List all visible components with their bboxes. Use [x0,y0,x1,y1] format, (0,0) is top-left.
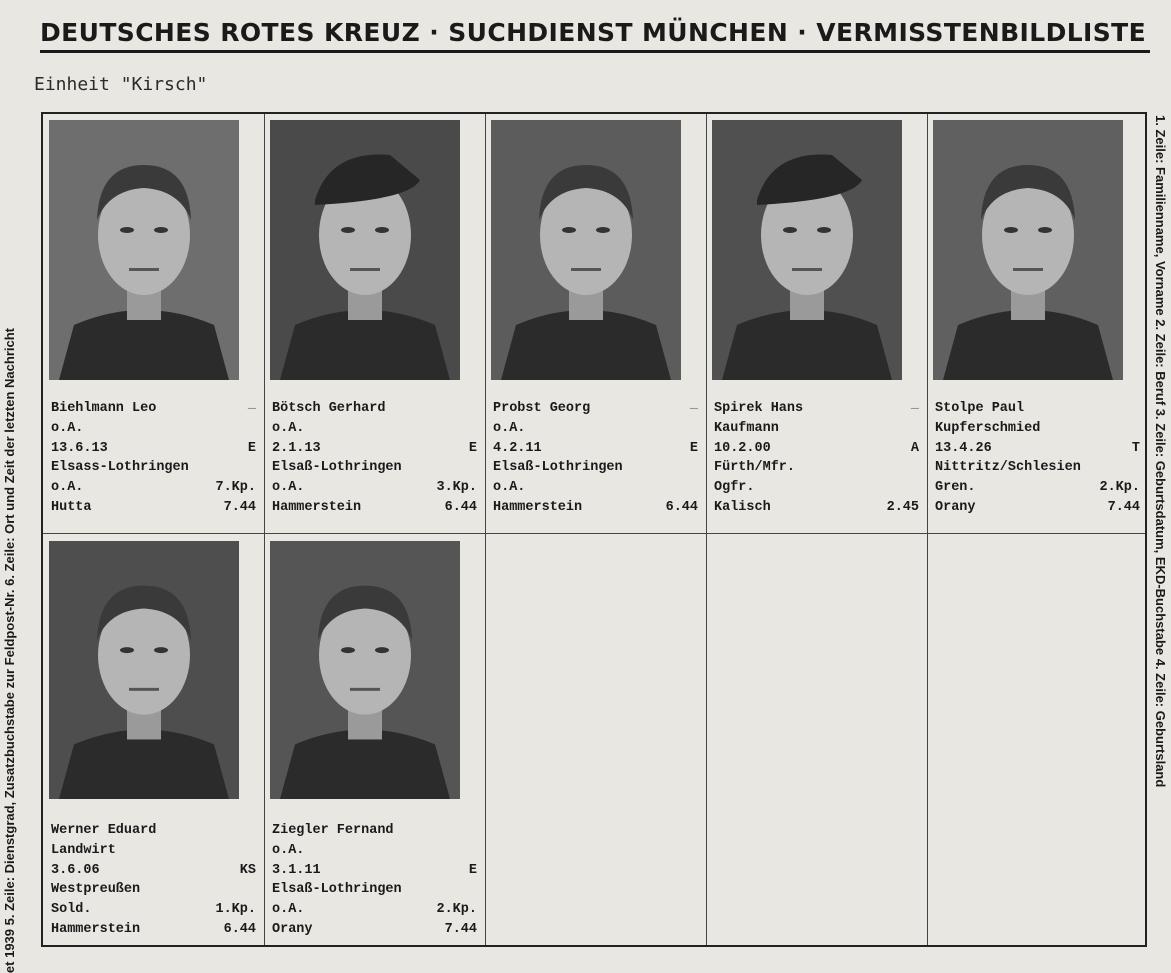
person-photo [491,120,681,380]
info-line [935,478,1140,498]
person-card [43,114,264,533]
person-rank: o.A. [272,902,305,918]
info-line [272,478,477,498]
info-line [51,478,256,498]
person-rank: o.A. [272,480,305,496]
info-line [51,498,256,518]
person-ekd-code: A [910,440,919,456]
person-photo [270,541,460,799]
info-line [714,498,919,518]
person-card [264,533,485,952]
person-photo [933,120,1123,380]
person-name: Bötsch Gerhard [272,401,386,416]
info-line [272,880,477,900]
info-line [493,399,698,419]
name-dash-mark: _ [689,397,698,412]
person-last-place: Hammerstein [51,921,141,937]
info-line [493,478,698,498]
person-info [272,399,477,518]
person-company: 3.Kp. [436,480,477,496]
person-last-date: 6.44 [665,499,698,515]
person-last-place: Orany [935,499,976,515]
info-line [272,821,477,841]
info-line [493,458,698,478]
person-name: Stolpe Paul [935,401,1025,416]
info-line [272,841,477,861]
person-occupation: Landwirt [51,842,116,858]
person-birthplace: Elsaß-Lothringen [272,882,402,898]
person-name: Werner Eduard [51,823,157,838]
person-rank: Ogfr. [714,480,755,496]
person-card [485,114,706,533]
person-birth-date: 3.1.11 [272,862,321,878]
person-rank: Gren. [935,480,976,496]
unit-label: Einheit "Kirsch" [34,74,208,95]
page-title: DEUTSCHES ROTES KREUZ · SUCHDIENST MÜNCHEN · VERMISSTENBILDLISTE [40,18,1150,53]
person-birthplace: Elsaß-Lothringen [272,460,402,476]
info-line [51,458,256,478]
info-line [935,399,1140,419]
person-company: 7.Kp. [215,480,256,496]
person-birth-date: 4.2.11 [493,440,542,456]
person-birthplace: Fürth/Mfr. [714,460,796,476]
info-line [272,458,477,478]
info-line [51,880,256,900]
person-last-date: 7.44 [223,499,256,515]
person-last-place: Orany [272,921,313,937]
person-birth-date: 13.6.13 [51,440,108,456]
person-company: 2.Kp. [1099,480,1140,496]
person-birthplace: Elsaß-Lothringen [493,460,623,476]
person-occupation: o.A. [51,420,84,436]
person-last-date: 2.45 [886,499,919,515]
info-line [714,419,919,439]
person-company: 1.Kp. [215,902,256,918]
person-last-date: 7.44 [1107,499,1140,515]
person-rank: o.A. [51,480,84,496]
person-occupation: Kupferschmied [935,420,1041,436]
info-line [714,399,919,419]
person-info [51,821,256,940]
person-ekd-code: KS [239,862,256,878]
info-line [714,478,919,498]
person-info [714,399,919,518]
person-card [43,533,264,952]
person-photo [712,120,902,380]
name-dash-mark: _ [247,397,256,412]
info-line [51,861,256,881]
info-line [935,439,1140,459]
person-last-place: Hammerstein [272,499,362,515]
person-occupation: o.A. [493,420,526,436]
right-margin-legend [1151,115,1171,973]
person-birth-date: 10.2.00 [714,440,771,456]
person-birth-date: 2.1.13 [272,440,321,456]
info-line [272,861,477,881]
person-photo [49,120,239,380]
person-birthplace: Elsass-Lothringen [51,460,189,476]
name-dash-mark: _ [910,397,919,412]
person-birth-date: 13.4.26 [935,440,992,456]
person-occupation: Kaufmann [714,420,779,436]
info-line [493,498,698,518]
person-info [272,821,477,940]
person-ekd-code: E [468,440,477,456]
person-ekd-code: E [689,440,698,456]
person-last-date: 6.44 [223,921,256,937]
person-info [935,399,1140,518]
info-line [51,900,256,920]
info-line [51,821,256,841]
person-last-place: Hammerstein [493,499,583,515]
info-line [714,458,919,478]
person-name: Biehlmann Leo [51,401,157,416]
person-last-place: Kalisch [714,499,771,515]
person-card [264,114,485,533]
person-birth-date: 3.6.06 [51,862,100,878]
person-birthplace: Westpreußen [51,882,141,898]
person-rank: Sold. [51,902,92,918]
person-last-place: Hutta [51,499,92,515]
info-line [935,458,1140,478]
info-line [272,900,477,920]
info-line [272,920,477,940]
photo-grid [41,112,1147,947]
person-card [706,114,927,533]
person-name: Spirek Hans [714,401,804,416]
person-info [493,399,698,518]
person-ekd-code: T [1131,440,1140,456]
info-line [272,498,477,518]
info-line [51,920,256,940]
person-last-date: 6.44 [444,499,477,515]
left-margin-legend [0,115,26,973]
person-last-date: 7.44 [444,921,477,937]
right-margin-text: 1. Zeile: Familienname, Vorname 2. Zeile: Beruf 3. Zeile: Geburtsdatum, EKD-Buchstabe 4. Zeile: Geburtsland [1153,115,1168,788]
info-line [51,399,256,419]
person-name: Probst Georg [493,401,591,416]
info-line [51,841,256,861]
info-line [272,439,477,459]
info-line [272,419,477,439]
person-ekd-code: E [247,440,256,456]
person-company: 2.Kp. [436,902,477,918]
info-line [51,439,256,459]
info-line [493,419,698,439]
person-rank: o.A. [493,480,526,496]
person-photo [49,541,239,799]
person-name: Ziegler Fernand [272,823,394,838]
person-birthplace: Nittritz/Schlesien [935,460,1081,476]
person-occupation: o.A. [272,420,305,436]
person-ekd-code: E [468,862,477,878]
info-line [935,498,1140,518]
left-margin-text: et 1939 5. Zeile: Dienstgrad, Zusatzbuchstabe zur Feldpost-Nr. 6. Zeile: Ort und Zeit der letzten Nachricht [2,327,17,973]
person-photo [270,120,460,380]
info-line [714,439,919,459]
info-line [272,399,477,419]
info-line [493,439,698,459]
info-line [935,419,1140,439]
person-info [51,399,256,518]
info-line [51,419,256,439]
person-occupation: o.A. [272,842,305,858]
person-card [927,114,1148,533]
